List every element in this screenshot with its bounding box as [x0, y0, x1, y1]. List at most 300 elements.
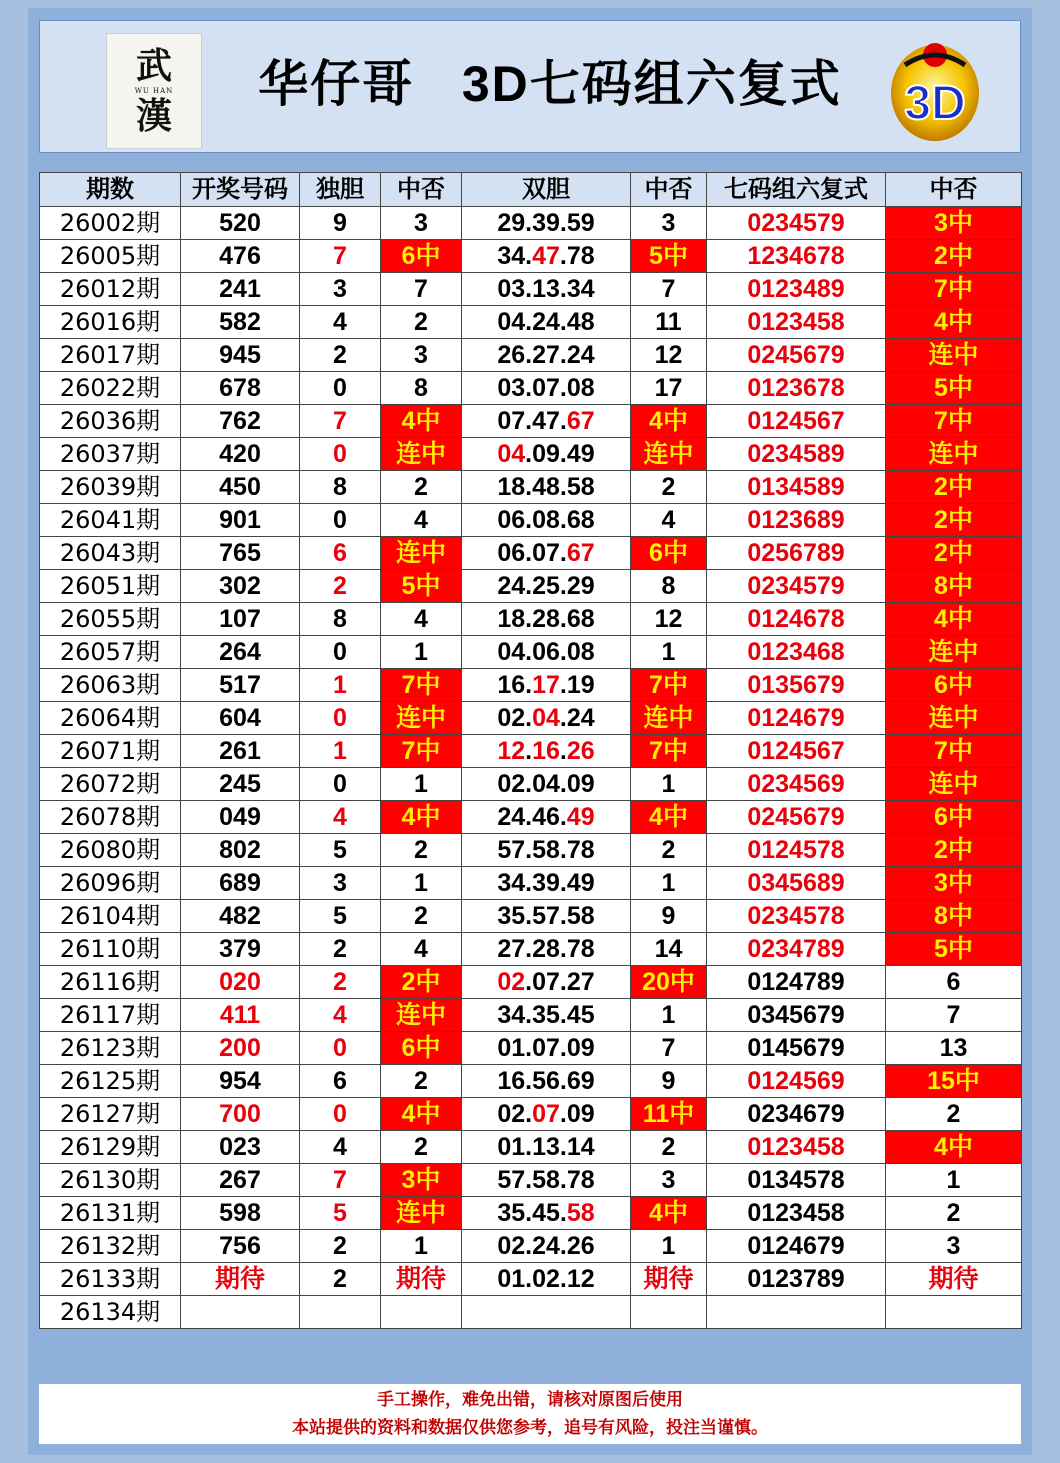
double-pick-cell: 07.47.67: [462, 405, 631, 438]
seven-code-result-cell: 2中: [886, 240, 1022, 273]
3d-lottery-logo: [885, 35, 985, 147]
seven-code-cell: 0234579: [707, 207, 886, 240]
seven-code-cell: 0124789: [707, 966, 886, 999]
draw-number-cell: 482: [181, 900, 300, 933]
seven-code-result-cell: 4中: [886, 306, 1022, 339]
double-result-cell: 2: [631, 471, 707, 504]
double-result-cell: 12: [631, 603, 707, 636]
draw-number-cell: 期待: [181, 1263, 300, 1296]
draw-number-cell: 264: [181, 636, 300, 669]
double-pick-cell: 18.48.58: [462, 471, 631, 504]
seven-code-result-cell: 8中: [886, 900, 1022, 933]
seven-code-cell: 0234589: [707, 438, 886, 471]
seven-code-cell: 0145679: [707, 1032, 886, 1065]
col-double-pick: 双胆: [462, 173, 631, 207]
single-pick-cell: 0: [300, 1032, 381, 1065]
disclaimer-line-2: 本站提供的资料和数据仅供您参考，追号有风险，投注当谨慎。: [292, 1418, 768, 1438]
single-result-cell: 期待: [381, 1263, 462, 1296]
draw-number-cell: [181, 1296, 300, 1329]
table-row: [40, 273, 1022, 306]
logo-3d-text: 3D: [904, 77, 966, 130]
single-result-cell: 2: [381, 900, 462, 933]
col-period: 期数: [40, 173, 181, 207]
period-cell: 26055期: [40, 603, 181, 636]
double-result-cell: 4: [631, 504, 707, 537]
single-pick-cell: 3: [300, 867, 381, 900]
double-result-cell: [631, 1296, 707, 1329]
seven-code-cell: 0123458: [707, 306, 886, 339]
seven-code-result-cell: 6: [886, 966, 1022, 999]
single-result-cell: 连中: [381, 999, 462, 1032]
table-row: [40, 735, 1022, 768]
table-row: [40, 801, 1022, 834]
period-cell: 26130期: [40, 1164, 181, 1197]
double-pick-cell: 02.07.27: [462, 966, 631, 999]
logo-char-1: 武: [135, 45, 172, 87]
double-result-cell: 5中: [631, 240, 707, 273]
single-pick-cell: 0: [300, 1098, 381, 1131]
single-result-cell: 1: [381, 1230, 462, 1263]
single-pick-cell: 4: [300, 1131, 381, 1164]
seven-code-cell: 0245679: [707, 339, 886, 372]
seven-code-cell: 0345689: [707, 867, 886, 900]
seven-code-cell: 0124679: [707, 1230, 886, 1263]
period-cell: 26002期: [40, 207, 181, 240]
draw-number-cell: 765: [181, 537, 300, 570]
header-banner: [39, 20, 1021, 153]
seven-code-result-cell: 4中: [886, 603, 1022, 636]
seven-code-cell: 0124678: [707, 603, 886, 636]
single-result-cell: 4: [381, 603, 462, 636]
seven-code-cell: 0234579: [707, 570, 886, 603]
single-result-cell: 5中: [381, 570, 462, 603]
draw-number-cell: 200: [181, 1032, 300, 1065]
seven-code-cell: 0123468: [707, 636, 886, 669]
seven-code-result-cell: 连中: [886, 702, 1022, 735]
seven-code-result-cell: 6中: [886, 669, 1022, 702]
period-cell: 26043期: [40, 537, 181, 570]
table-row: [40, 834, 1022, 867]
draw-number-cell: 756: [181, 1230, 300, 1263]
draw-number-cell: 261: [181, 735, 300, 768]
single-pick-cell: 2: [300, 1230, 381, 1263]
table-row: [40, 1263, 1022, 1296]
single-result-cell: 7中: [381, 735, 462, 768]
single-pick-cell: 7: [300, 1164, 381, 1197]
draw-number-cell: 476: [181, 240, 300, 273]
double-pick-cell: 04.06.08: [462, 636, 631, 669]
period-cell: 26134期: [40, 1296, 181, 1329]
draw-number-cell: 020: [181, 966, 300, 999]
double-result-cell: 1: [631, 768, 707, 801]
table-row: [40, 900, 1022, 933]
double-pick-cell: 57.58.78: [462, 834, 631, 867]
draw-number-cell: 379: [181, 933, 300, 966]
seven-code-cell: 0134589: [707, 471, 886, 504]
period-cell: 26110期: [40, 933, 181, 966]
draw-number-cell: 420: [181, 438, 300, 471]
double-pick-cell: 18.28.68: [462, 603, 631, 636]
table-row: [40, 570, 1022, 603]
seven-code-cell: 0124567: [707, 405, 886, 438]
draw-number-cell: 267: [181, 1164, 300, 1197]
single-pick-cell: 7: [300, 405, 381, 438]
draw-number-cell: 520: [181, 207, 300, 240]
single-pick-cell: 5: [300, 834, 381, 867]
double-pick-cell: 01.02.12: [462, 1263, 631, 1296]
single-result-cell: 6中: [381, 1032, 462, 1065]
draw-number-cell: 700: [181, 1098, 300, 1131]
period-cell: 26078期: [40, 801, 181, 834]
period-cell: 26125期: [40, 1065, 181, 1098]
single-pick-cell: 0: [300, 438, 381, 471]
period-cell: 26016期: [40, 306, 181, 339]
seven-code-result-cell: 连中: [886, 339, 1022, 372]
draw-number-cell: 802: [181, 834, 300, 867]
double-pick-cell: 16.17.19: [462, 669, 631, 702]
single-result-cell: 连中: [381, 537, 462, 570]
single-pick-cell: 2: [300, 570, 381, 603]
table-row: [40, 471, 1022, 504]
seven-code-result-cell: 7中: [886, 273, 1022, 306]
table-row: [40, 768, 1022, 801]
period-cell: 26041期: [40, 504, 181, 537]
double-result-cell: 1: [631, 999, 707, 1032]
single-result-cell: 2: [381, 306, 462, 339]
seven-code-result-cell: 4中: [886, 1131, 1022, 1164]
double-pick-cell: 29.39.59: [462, 207, 631, 240]
period-cell: 26005期: [40, 240, 181, 273]
double-result-cell: 3: [631, 1164, 707, 1197]
col-seven-code-result: 中否: [886, 173, 1022, 207]
double-pick-cell: 35.45.58: [462, 1197, 631, 1230]
seven-code-cell: 0124569: [707, 1065, 886, 1098]
double-pick-cell: 26.27.24: [462, 339, 631, 372]
single-pick-cell: 4: [300, 999, 381, 1032]
table-row: [40, 1032, 1022, 1065]
double-result-cell: 4中: [631, 1197, 707, 1230]
seven-code-cell: 0345679: [707, 999, 886, 1032]
results-table: [39, 172, 1022, 1329]
period-cell: 26037期: [40, 438, 181, 471]
double-result-cell: 连中: [631, 702, 707, 735]
double-pick-cell: 06.07.67: [462, 537, 631, 570]
period-cell: 26133期: [40, 1263, 181, 1296]
col-single-result: 中否: [381, 173, 462, 207]
double-result-cell: 2: [631, 834, 707, 867]
draw-number-cell: 582: [181, 306, 300, 339]
draw-number-cell: 241: [181, 273, 300, 306]
seven-code-cell: 0123678: [707, 372, 886, 405]
single-result-cell: 1: [381, 867, 462, 900]
double-result-cell: 3: [631, 207, 707, 240]
table-row: [40, 405, 1022, 438]
seven-code-result-cell: 2中: [886, 471, 1022, 504]
table-row: [40, 636, 1022, 669]
seven-code-result-cell: [886, 1296, 1022, 1329]
draw-number-cell: 450: [181, 471, 300, 504]
single-result-cell: 2: [381, 1131, 462, 1164]
double-pick-cell: 06.08.68: [462, 504, 631, 537]
single-result-cell: 连中: [381, 438, 462, 471]
period-cell: 26104期: [40, 900, 181, 933]
single-pick-cell: 1: [300, 735, 381, 768]
double-pick-cell: 34.39.49: [462, 867, 631, 900]
double-result-cell: 14: [631, 933, 707, 966]
period-cell: 26051期: [40, 570, 181, 603]
double-pick-cell: 24.25.29: [462, 570, 631, 603]
table-row: [40, 438, 1022, 471]
draw-number-cell: 762: [181, 405, 300, 438]
single-pick-cell: 0: [300, 372, 381, 405]
single-pick-cell: 0: [300, 504, 381, 537]
period-cell: 26063期: [40, 669, 181, 702]
double-result-cell: 1: [631, 1230, 707, 1263]
double-result-cell: 1: [631, 867, 707, 900]
single-result-cell: 2: [381, 471, 462, 504]
period-cell: 26127期: [40, 1098, 181, 1131]
seven-code-result-cell: 3中: [886, 207, 1022, 240]
draw-number-cell: 049: [181, 801, 300, 834]
single-result-cell: 4: [381, 933, 462, 966]
seven-code-cell: 0123689: [707, 504, 886, 537]
seven-code-cell: 0123789: [707, 1263, 886, 1296]
seven-code-result-cell: 5中: [886, 933, 1022, 966]
seven-code-cell: 0124578: [707, 834, 886, 867]
draw-number-cell: 901: [181, 504, 300, 537]
double-pick-cell: 01.13.14: [462, 1131, 631, 1164]
seven-code-cell: 0245679: [707, 801, 886, 834]
table-row: [40, 1164, 1022, 1197]
draw-number-cell: 517: [181, 669, 300, 702]
double-pick-cell: 34.47.78: [462, 240, 631, 273]
double-result-cell: 8: [631, 570, 707, 603]
double-result-cell: 11: [631, 306, 707, 339]
col-seven-code: 七码组六复式: [707, 173, 886, 207]
period-cell: 26072期: [40, 768, 181, 801]
logo-caption: WU HAN: [134, 87, 174, 95]
seven-code-result-cell: 2: [886, 1098, 1022, 1131]
double-pick-cell: 34.35.45: [462, 999, 631, 1032]
seven-code-result-cell: 7: [886, 999, 1022, 1032]
draw-number-cell: 678: [181, 372, 300, 405]
seven-code-result-cell: 8中: [886, 570, 1022, 603]
period-cell: 26123期: [40, 1032, 181, 1065]
period-cell: 26129期: [40, 1131, 181, 1164]
period-cell: 26131期: [40, 1197, 181, 1230]
single-result-cell: 2中: [381, 966, 462, 999]
seven-code-result-cell: 3中: [886, 867, 1022, 900]
col-draw-number: 开奖号码: [181, 173, 300, 207]
draw-number-cell: 945: [181, 339, 300, 372]
single-result-cell: 3: [381, 339, 462, 372]
page-title: 华仔哥 3D七码组六复式: [258, 56, 842, 112]
draw-number-cell: 411: [181, 999, 300, 1032]
period-cell: 26132期: [40, 1230, 181, 1263]
table-row: [40, 1131, 1022, 1164]
period-cell: 26116期: [40, 966, 181, 999]
double-result-cell: 9: [631, 900, 707, 933]
table-row: [40, 966, 1022, 999]
period-cell: 26071期: [40, 735, 181, 768]
single-pick-cell: 4: [300, 801, 381, 834]
draw-number-cell: 302: [181, 570, 300, 603]
single-pick-cell: 0: [300, 702, 381, 735]
single-pick-cell: 2: [300, 339, 381, 372]
table-row: [40, 306, 1022, 339]
single-pick-cell: 9: [300, 207, 381, 240]
single-result-cell: 6中: [381, 240, 462, 273]
seven-code-cell: 0234569: [707, 768, 886, 801]
single-pick-cell: 8: [300, 603, 381, 636]
double-result-cell: 6中: [631, 537, 707, 570]
single-pick-cell: 6: [300, 1065, 381, 1098]
single-result-cell: 2: [381, 1065, 462, 1098]
table-row: [40, 339, 1022, 372]
double-pick-cell: 03.13.34: [462, 273, 631, 306]
table-row: [40, 1296, 1022, 1329]
table-row: [40, 1197, 1022, 1230]
seven-code-cell: 0124679: [707, 702, 886, 735]
seven-code-cell: 0234789: [707, 933, 886, 966]
seven-code-result-cell: 2中: [886, 537, 1022, 570]
seven-code-result-cell: 2中: [886, 834, 1022, 867]
double-pick-cell: 57.58.78: [462, 1164, 631, 1197]
table-header-row: [40, 173, 1022, 207]
single-result-cell: [381, 1296, 462, 1329]
logo-char-2: 漢: [135, 95, 172, 137]
single-pick-cell: 8: [300, 471, 381, 504]
seven-code-cell: 0123458: [707, 1131, 886, 1164]
double-pick-cell: 16.56.69: [462, 1065, 631, 1098]
table-row: [40, 933, 1022, 966]
double-result-cell: 11中: [631, 1098, 707, 1131]
table-row: [40, 702, 1022, 735]
period-cell: 26080期: [40, 834, 181, 867]
single-pick-cell: 2: [300, 933, 381, 966]
single-result-cell: 4中: [381, 1098, 462, 1131]
single-pick-cell: 4: [300, 306, 381, 339]
draw-number-cell: 023: [181, 1131, 300, 1164]
table-row: [40, 1065, 1022, 1098]
table-row: [40, 669, 1022, 702]
double-result-cell: 7: [631, 1032, 707, 1065]
disclaimer-footer: [39, 1384, 1021, 1444]
single-result-cell: 7: [381, 273, 462, 306]
seven-code-result-cell: 7中: [886, 405, 1022, 438]
table-row: [40, 537, 1022, 570]
table-row: [40, 1230, 1022, 1263]
single-result-cell: 1: [381, 636, 462, 669]
double-result-cell: 7中: [631, 735, 707, 768]
double-result-cell: 17: [631, 372, 707, 405]
draw-number-cell: 954: [181, 1065, 300, 1098]
wuhan-logo: [106, 33, 202, 149]
single-result-cell: 连中: [381, 1197, 462, 1230]
seven-code-cell: 0123489: [707, 273, 886, 306]
double-result-cell: 12: [631, 339, 707, 372]
seven-code-result-cell: 连中: [886, 636, 1022, 669]
seven-code-cell: 0124567: [707, 735, 886, 768]
double-pick-cell: 01.07.09: [462, 1032, 631, 1065]
seven-code-result-cell: 6中: [886, 801, 1022, 834]
double-pick-cell: 27.28.78: [462, 933, 631, 966]
seven-code-result-cell: 5中: [886, 372, 1022, 405]
seven-code-result-cell: 13: [886, 1032, 1022, 1065]
double-result-cell: 4中: [631, 405, 707, 438]
double-pick-cell: 02.24.26: [462, 1230, 631, 1263]
single-result-cell: 8: [381, 372, 462, 405]
col-single-pick: 独胆: [300, 173, 381, 207]
col-double-result: 中否: [631, 173, 707, 207]
single-result-cell: 1: [381, 768, 462, 801]
seven-code-result-cell: 连中: [886, 768, 1022, 801]
period-cell: 26039期: [40, 471, 181, 504]
single-pick-cell: 5: [300, 900, 381, 933]
seven-code-result-cell: 7中: [886, 735, 1022, 768]
table-row: [40, 207, 1022, 240]
seven-code-result-cell: 3: [886, 1230, 1022, 1263]
double-pick-cell: 24.46.49: [462, 801, 631, 834]
seven-code-result-cell: 2: [886, 1197, 1022, 1230]
single-result-cell: 4中: [381, 405, 462, 438]
draw-number-cell: 598: [181, 1197, 300, 1230]
double-pick-cell: 04.09.49: [462, 438, 631, 471]
single-pick-cell: 0: [300, 768, 381, 801]
table-row: [40, 504, 1022, 537]
single-result-cell: 7中: [381, 669, 462, 702]
seven-code-cell: 0134578: [707, 1164, 886, 1197]
single-pick-cell: 3: [300, 273, 381, 306]
table-row: [40, 999, 1022, 1032]
table-row: [40, 372, 1022, 405]
double-result-cell: 7: [631, 273, 707, 306]
draw-number-cell: 107: [181, 603, 300, 636]
single-pick-cell: 7: [300, 240, 381, 273]
double-pick-cell: 04.24.48: [462, 306, 631, 339]
single-result-cell: 4中: [381, 801, 462, 834]
table-row: [40, 867, 1022, 900]
double-result-cell: 连中: [631, 438, 707, 471]
period-cell: 26012期: [40, 273, 181, 306]
period-cell: 26036期: [40, 405, 181, 438]
seven-code-cell: 1234678: [707, 240, 886, 273]
disclaimer-line-1: 手工操作，难免出错，请核对原图后使用: [377, 1390, 683, 1410]
single-pick-cell: 5: [300, 1197, 381, 1230]
double-result-cell: 期待: [631, 1263, 707, 1296]
single-pick-cell: 6: [300, 537, 381, 570]
single-result-cell: 3: [381, 207, 462, 240]
seven-code-cell: 0234679: [707, 1098, 886, 1131]
single-pick-cell: 2: [300, 1263, 381, 1296]
single-result-cell: 4: [381, 504, 462, 537]
double-result-cell: 7中: [631, 669, 707, 702]
double-pick-cell: 03.07.08: [462, 372, 631, 405]
seven-code-cell: 0234578: [707, 900, 886, 933]
single-result-cell: 2: [381, 834, 462, 867]
double-result-cell: 20中: [631, 966, 707, 999]
draw-number-cell: 689: [181, 867, 300, 900]
seven-code-result-cell: 1: [886, 1164, 1022, 1197]
seven-code-cell: 0123458: [707, 1197, 886, 1230]
period-cell: 26022期: [40, 372, 181, 405]
seven-code-result-cell: 连中: [886, 438, 1022, 471]
draw-number-cell: 245: [181, 768, 300, 801]
period-cell: 26096期: [40, 867, 181, 900]
period-cell: 26017期: [40, 339, 181, 372]
table-row: [40, 1098, 1022, 1131]
double-pick-cell: 02.04.24: [462, 702, 631, 735]
